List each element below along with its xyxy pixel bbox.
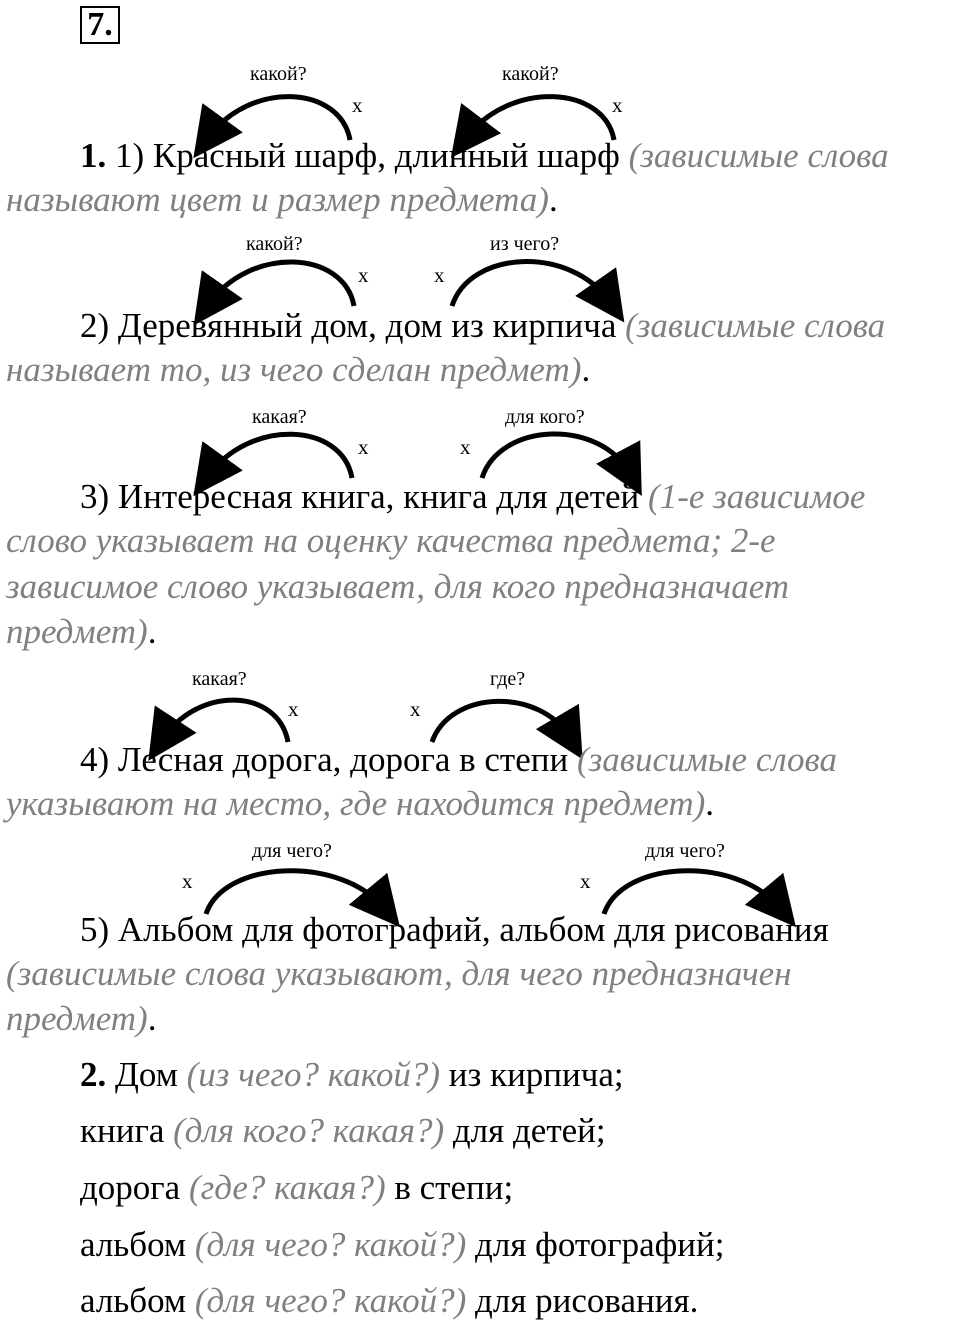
x-mark: х — [580, 869, 591, 893]
item-main-text: 2) Деревянный дом, дом из кирпича — [80, 306, 617, 345]
item-note: предмет) — [6, 612, 148, 651]
item-4-note-line — [6, 784, 714, 824]
part-2-row — [80, 1055, 624, 1095]
arrow-1b — [466, 97, 614, 140]
part-2-row — [80, 1168, 513, 1208]
item-note: (зависимые слова — [628, 136, 889, 175]
question-label: какой? — [250, 63, 307, 85]
x-mark: х — [410, 697, 421, 721]
x-mark: х — [358, 435, 369, 459]
x-mark: х — [460, 435, 471, 459]
item-note: называют цвет и размер предмета) — [6, 180, 549, 219]
x-mark: х — [352, 93, 363, 117]
period: . — [581, 350, 591, 389]
arrow-2a — [208, 262, 354, 306]
x-mark: х — [358, 263, 369, 287]
arrow-1a — [208, 97, 350, 140]
period: . — [705, 784, 715, 823]
part-2-row — [80, 1111, 606, 1151]
item-5-note-line — [6, 999, 156, 1039]
item-3-note-line — [6, 612, 156, 652]
item-main-text: 5) Альбом для фотографий, альбом для рисования — [80, 910, 829, 949]
x-mark: х — [182, 869, 193, 893]
question-label: для чего? — [252, 840, 332, 862]
period: . — [548, 180, 558, 219]
item-1-note-line — [6, 180, 558, 220]
row-word: Дом — [115, 1055, 178, 1094]
x-mark: х — [612, 93, 623, 117]
item-3-note-line — [6, 567, 789, 607]
item-note: (зависимые слова — [576, 740, 838, 779]
arrow-2b — [452, 262, 610, 306]
row-word: альбом — [80, 1225, 187, 1264]
item-note: называет то, из чего сделан предмет) — [6, 350, 582, 389]
arrow-3a — [208, 434, 352, 478]
question-label: какой? — [502, 63, 559, 85]
item-note: (1-е зависимое — [648, 477, 866, 516]
item-2-note-line — [6, 350, 590, 390]
part-2-row — [80, 1225, 724, 1265]
row-questions: (для кого? какая?) — [173, 1111, 445, 1150]
arrow-5a — [206, 871, 384, 914]
question-label: для кого? — [505, 406, 585, 428]
arrow-4b — [432, 701, 570, 742]
item-5-line — [80, 910, 829, 950]
item-main-text: 3) Интересная книга, книга для детей — [80, 477, 640, 516]
row-word: дорога — [80, 1168, 181, 1207]
item-main-text: 1) Красный шарф, длинный шарф — [115, 136, 620, 175]
arrow-5b — [604, 871, 780, 914]
item-note: предмет) — [6, 999, 148, 1038]
row-questions: (для чего? какой?) — [194, 1225, 467, 1264]
item-1-line — [80, 136, 889, 176]
row-questions: (из чего? какой?) — [186, 1055, 441, 1094]
item-note: (зависимые слова указывают, для чего предназначен — [6, 954, 792, 993]
row-phrase: в степи; — [394, 1168, 514, 1207]
row-phrase: из кирпича; — [448, 1055, 624, 1094]
part-2-label: 2. — [80, 1055, 107, 1094]
period: . — [147, 612, 157, 651]
item-3-line — [80, 477, 865, 517]
row-questions: (для чего? какой?) — [194, 1281, 467, 1320]
question-label: из чего? — [490, 233, 560, 255]
row-phrase: для детей; — [452, 1111, 606, 1150]
question-label: где? — [490, 668, 526, 690]
question-label: какой? — [246, 233, 303, 255]
row-questions: (где? какая?) — [188, 1168, 386, 1207]
question-label: какая? — [252, 406, 307, 428]
question-label: для чего? — [645, 840, 725, 862]
item-note: (зависимые слова — [625, 306, 886, 345]
item-5-note-line — [6, 954, 791, 994]
row-word: книга — [80, 1111, 165, 1150]
row-phrase: для рисования. — [475, 1281, 699, 1320]
row-phrase: для фотографий; — [475, 1225, 725, 1264]
question-label: какая? — [192, 668, 247, 690]
item-note: указывают на место, где находится предмет) — [6, 784, 706, 823]
x-mark: х — [288, 697, 299, 721]
item-note: слово указывает на оценку качества предмета; 2-е — [6, 521, 776, 560]
period: . — [147, 999, 157, 1038]
part-2-row — [80, 1281, 698, 1321]
item-note: зависимое слово указывает, для кого предназначает — [6, 567, 790, 606]
arrow-4a — [162, 700, 288, 742]
row-word: альбом — [80, 1281, 187, 1320]
task-number: 7. — [80, 6, 120, 44]
item-main-text: 4) Лесная дорога, дорога в степи — [80, 740, 569, 779]
arrow-3b — [482, 434, 630, 478]
x-mark: х — [434, 263, 445, 287]
item-3-note-line — [6, 521, 776, 561]
item-2-line — [80, 306, 885, 346]
item-4-line — [80, 740, 837, 780]
part-1-label: 1. — [80, 136, 107, 175]
